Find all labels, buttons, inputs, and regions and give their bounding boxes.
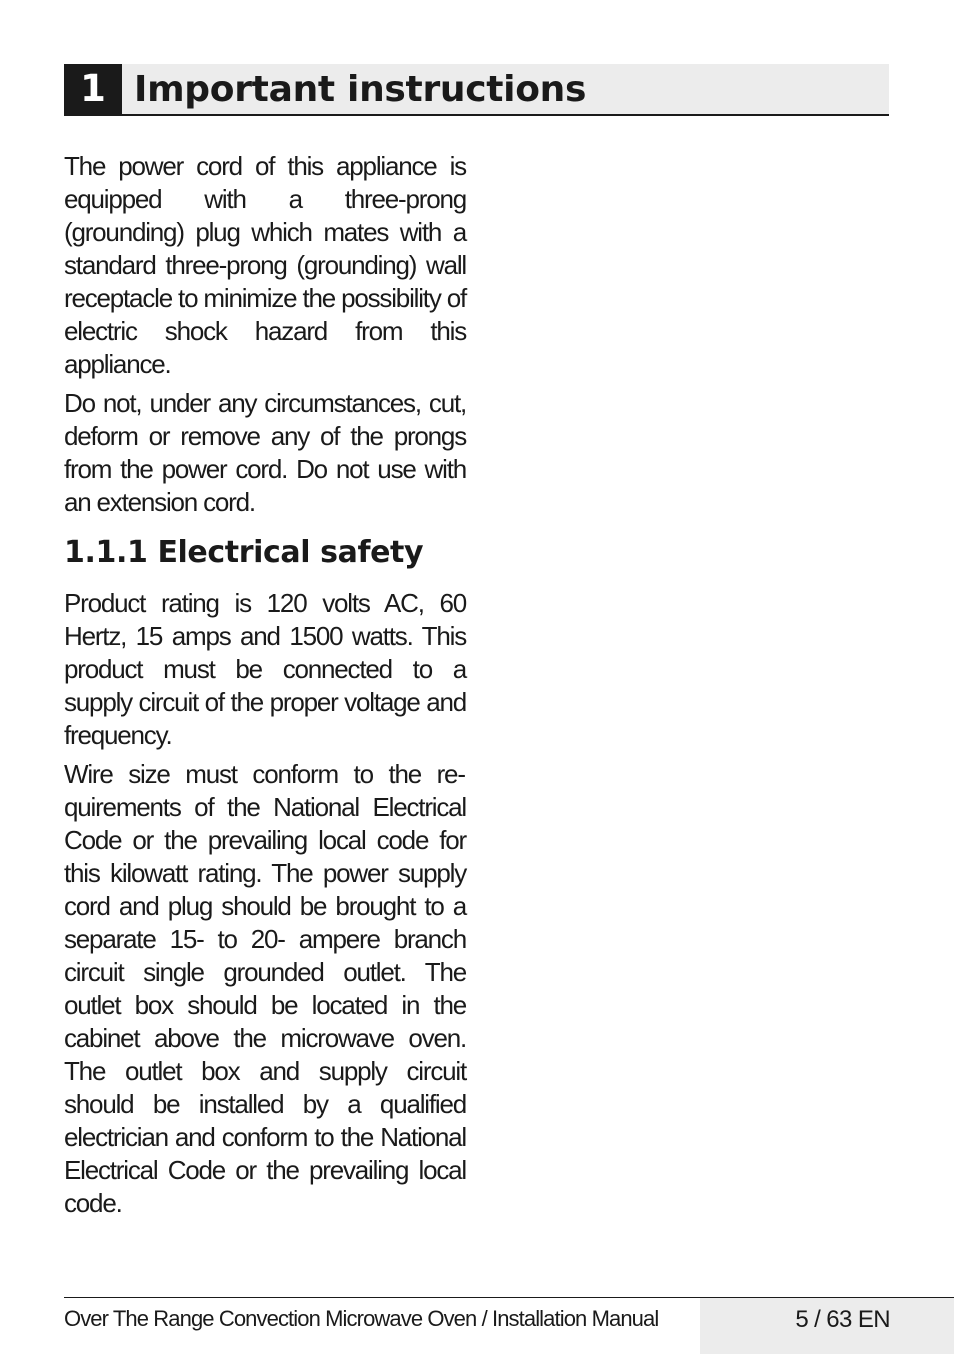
paragraph-grounding-plug: The power cord of this appliance is equipped with a three-prong (grounding) plug which mates with a standard three-prong (grounding) wall receptacle to minimize the possibility of electric shock hazard from this appliance. — [64, 151, 466, 379]
section-title-electrical-safety: 1.1.1 Electrical safety — [64, 535, 424, 570]
chapter-number: 1 — [64, 64, 122, 114]
chapter-header — [64, 64, 889, 116]
text-column — [64, 150, 466, 1226]
paragraph-prong-warning: Do not, under any circumstances, cut, deform or remove any of the prongs from the power cord. Do not use with an extension cord. — [64, 388, 466, 517]
paragraph-wire-size: Wire size must conform to the requirements of the National Electrical Code or the prevailing local code for this kilowatt rating. The power supply cord and plug should be brought to a separate 15- to 20- ampere branch circuit single grounded outlet. The outlet box should be located in the cabinet above the microwave oven. The outlet box and supply circuit should be installed by a qualified electrician and conform to the National Electrical Code or the prevailing local code. — [64, 759, 466, 1218]
footer-document-title: Over The Range Convection Microwave Oven / Installation Manual — [64, 1306, 659, 1331]
paragraph-product-rating: Product rating is 120 volts AC, 60 Hertz, 15 amps and 1500 watts. This product must be connected to a supply circuit of the proper voltage and frequency. — [64, 588, 466, 750]
page-footer — [64, 1297, 954, 1354]
chapter-title: Important instructions — [134, 69, 587, 110]
footer-page-number: 5 / 63 EN — [795, 1306, 890, 1333]
footer-page-box — [700, 1298, 954, 1354]
